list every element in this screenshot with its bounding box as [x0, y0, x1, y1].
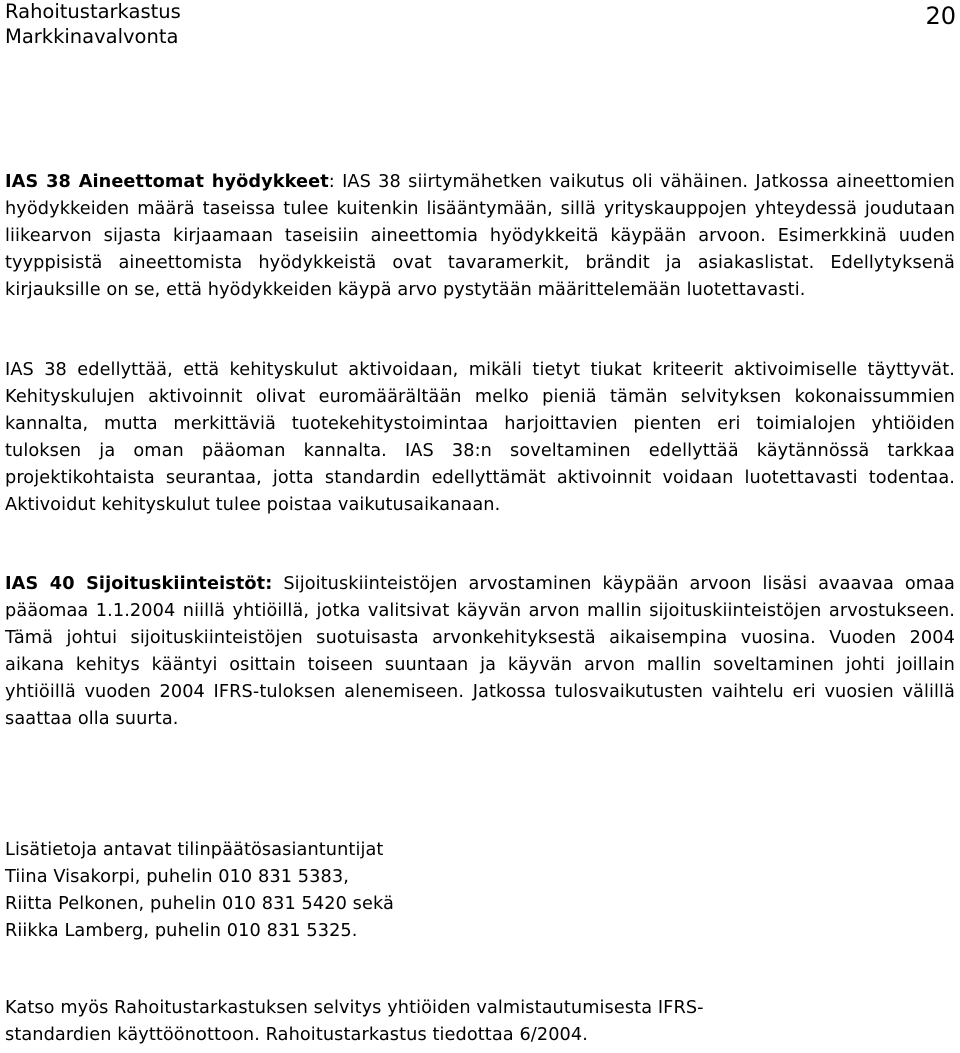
see-also-note [5, 995, 704, 1049]
contact-line: Riikka Lamberg, puhelin 010 831 5325. [5, 921, 358, 941]
ias40-body: Sijoituskiinteistöjen arvostaminen käypään arvoon lisäsi avaavaa omaa pääomaa 1.1.2004 niillä yhtiöillä, jotka valitsivat käyvän arvon mallin sijoituskiinteistöjen arvostukseen. Tämä johtui sijoituskiinteistöjen suotuisasta arvonkehityksestä aikaisempina vuosina. Vuoden 2004 aikana kehitys kääntyi osittain toiseen suuntaan ja käyvän arvon mallin soveltaminen johti joillain yhtiöillä vuoden 2004 IFRS-tuloksen alenemiseen. Jatkossa tulosvaikutusten vaihtelu eri vuosien välillä saattaa olla suurta. [5, 574, 955, 729]
development-costs-paragraph [5, 357, 955, 519]
see-also-line: standardien käyttöönottoon. Rahoitustarkastus tiedottaa 6/2004. [5, 1025, 588, 1045]
header-organization: Rahoitustarkastus [5, 0, 181, 23]
ias40-heading: IAS 40 Sijoituskiinteistöt: [5, 574, 273, 594]
see-also-line: Katso myös Rahoitustarkastuksen selvitys yhtiöiden valmistautumisesta IFRS- [5, 998, 704, 1018]
contact-line: Lisätietoja antavat tilinpäätösasiantuntijat [5, 840, 384, 860]
contact-info [5, 837, 394, 945]
ias38-heading: IAS 38 Aineettomat hyödykkeet [5, 172, 329, 192]
contact-line: Tiina Visakorpi, puhelin 010 831 5383, [5, 867, 349, 887]
contact-line: Riitta Pelkonen, puhelin 010 831 5420 sekä [5, 894, 394, 914]
ias40-paragraph [5, 571, 955, 733]
header-unit: Markkinavalvonta [5, 25, 179, 48]
ias38-heading-separator: : [328, 172, 335, 192]
ias38-body: IAS 38 siirtymähetken vaikutus oli vähäinen. Jatkossa aineettomien hyödykkeiden määrä taseissa tulee kuitenkin lisääntymään, sillä yrityskauppojen yhteydessä joudutaan liikearvon sijasta kirjaamaan taseisiin aineettomia hyödykkeitä käypään arvoon. Esimerkkinä uuden tyyppisistä aineettomista hyödykkeistä ovat tavaramerkit, brändit ja asiakaslistat. Edellytyksenä kirjauksille on se, että hyödykkeiden käypä arvo pystytään määrittelemään luotettavasti. [5, 172, 955, 300]
development-costs-body: IAS 38 edellyttää, että kehityskulut aktivoidaan, mikäli tietyt tiukat kriteerit aktivoimiselle täyttyvät. Kehityskulujen aktivoinnit olivat euromäärältään melko pieniä tämän selvityksen kokonaissummien kannalta, mutta merkittäviä tuotekehitystoimintaa harjoittavien pienten eri toimialojen yhtiöiden tuloksen ja oman pääoman kannalta. IAS 38:n soveltaminen edellyttää käytännössä tarkkaa projektikohtaista seurantaa, jotta standardin edellyttämät aktivoinnit voidaan luotettavasti todentaa. Aktivoidut kehityskulut tulee poistaa vaikutusaikanaan. [5, 360, 955, 515]
page-number: 20 [925, 2, 956, 30]
ias38-paragraph [5, 169, 955, 304]
